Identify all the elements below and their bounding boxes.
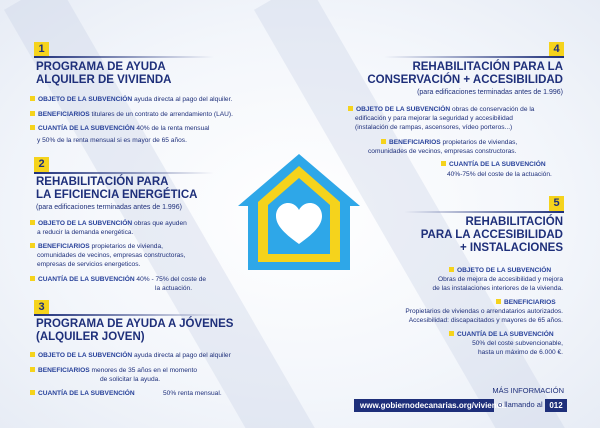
section-item-continued: Accesibilidad: discapacitados y mayores de 65 años.: [408, 317, 563, 324]
bullet-square-icon: [30, 352, 35, 357]
section-number: 3: [34, 300, 49, 315]
bullet-square-icon: [30, 125, 35, 130]
section-title-line: PROGRAMA DE AYUDA A JÓVENES: [36, 318, 234, 330]
section-subtitle: (para edificaciones terminadas antes de 1.996): [417, 89, 563, 96]
more-info-title: MÁS INFORMACIÓN: [492, 386, 564, 395]
section-number: 4: [549, 42, 564, 57]
section-item: OBJETO DE LA SUBVENCIÓN obras que ayuden: [30, 220, 187, 229]
section-title-line: (ALQUILER JOVEN): [36, 331, 145, 343]
section-item: BENEFICIARIOS propietarios de viviendas,: [381, 139, 517, 148]
bullet-square-icon: [30, 367, 35, 372]
section-item-continued: de solicitar la ayuda.: [100, 376, 161, 383]
bullet-square-icon: [449, 331, 454, 336]
section-title-line: ALQUILER DE VIVIENDA: [36, 74, 172, 86]
section-divider: [384, 56, 564, 58]
section-item: OBJETO DE LA SUBVENCIÓN: [449, 267, 551, 276]
section-item-continued: (instalación de rampas, ascensores, vídeo porteros...): [355, 124, 513, 131]
house-heart-icon: [232, 148, 366, 276]
section-title-line: PARA LA ACCESIBILIDAD: [420, 229, 563, 241]
section-item-continued: y 50% de la renta mensual si es mayor de 65 años.: [37, 137, 187, 144]
bullet-square-icon: [30, 390, 35, 395]
bullet-square-icon: [30, 96, 35, 101]
section-item: BENEFICIARIOS: [496, 299, 556, 308]
section-title-line: LA EFICIENCIA ENERGÉTICA: [36, 189, 198, 201]
bullet-square-icon: [449, 267, 454, 272]
section-item: OBJETO DE LA SUBVENCIÓN ayuda directa al pago del alquiler: [30, 352, 231, 361]
section-item-continued: empresas de servicios energeticos.: [37, 261, 141, 268]
section-item-continued: a reducir la demanda energética.: [37, 229, 134, 236]
section-item: BENEFICIARIOS propietarios de vivienda,: [30, 243, 163, 252]
section-title-line: REHABILITACIÓN PARA: [36, 176, 169, 188]
section-number: 1: [34, 42, 49, 57]
bullet-square-icon: [30, 276, 35, 281]
section-title-line: + INSTALACIONES: [460, 242, 563, 254]
website-link[interactable]: www.gobiernodecanarias.org/vivienda: [354, 399, 494, 412]
bullet-square-icon: [30, 111, 35, 116]
section-item-continued: 50% del coste subvencionable,: [472, 340, 563, 347]
bullet-square-icon: [30, 220, 35, 225]
section-item-continued: Propietarios de viviendas o arrendatarios autorizados.: [405, 308, 563, 315]
section-divider: [404, 211, 564, 213]
or-call-text: o llamando al: [498, 400, 543, 409]
section-item: BENEFICIARIOS menores de 35 años en el momento: [30, 367, 197, 376]
section-number: 5: [549, 196, 564, 211]
section-item: CUANTÍA DE LA SUBVENCIÓN: [30, 390, 135, 399]
section-divider: [34, 172, 214, 174]
section-title-line: CONSERVACIÓN + ACCESIBILIDAD: [367, 74, 563, 86]
section-item-continued: hasta un máximo de 6.000 €.: [477, 349, 563, 356]
section-item-continued: edificación y para mejorar la seguridad y accesibilidad: [355, 115, 513, 122]
bullet-square-icon: [381, 139, 386, 144]
bullet-square-icon: [441, 161, 446, 166]
section-title-line: REHABILITACIÓN PARA LA: [412, 61, 563, 73]
section-item-continued: Obras de mejora de accesibilidad y mejora: [438, 276, 563, 283]
section-item-continued: comunidades de vecinos, empresas constructoras.: [368, 148, 517, 155]
bullet-square-icon: [348, 106, 353, 111]
section-item-continued: de las instalaciones interiores de la vivienda.: [432, 285, 563, 292]
section-item-value: 50% renta mensual.: [163, 390, 222, 397]
section-item-continued: la actuación.: [155, 285, 193, 292]
section-divider: [34, 56, 214, 58]
section-item: OBJETO DE LA SUBVENCIÓN ayuda directa al pago del alquiler.: [30, 96, 232, 105]
section-title-line: PROGRAMA DE AYUDA: [36, 61, 166, 73]
section-item: CUANTÍA DE LA SUBVENCIÓN 40% de la renta mensual: [30, 125, 209, 134]
phone-number[interactable]: 012: [545, 399, 567, 412]
section-subtitle: (para edificaciones terminadas antes de 1.996): [36, 204, 182, 211]
section-item: OBJETO DE LA SUBVENCIÓN obras de conservación de la: [348, 106, 534, 115]
section-divider: [34, 314, 224, 316]
section-item-continued: 40%-75% del coste de la actuación.: [447, 171, 552, 178]
section-item: CUANTÍA DE LA SUBVENCIÓN: [441, 161, 546, 170]
section-title-line: REHABILITACIÓN: [465, 216, 563, 228]
section-item: CUANTÍA DE LA SUBVENCIÓN: [449, 331, 554, 340]
section-item-continued: comunidades de vecinos, empresas constructoras,: [37, 252, 186, 259]
bullet-square-icon: [30, 243, 35, 248]
section-item: CUANTÍA DE LA SUBVENCIÓN 40% - 75% del coste de: [30, 276, 206, 285]
bullet-square-icon: [496, 299, 501, 304]
section-item: BENEFICIARIOS titulares de un contrato de arrendamiento (LAU).: [30, 111, 233, 120]
section-number: 2: [34, 157, 49, 172]
